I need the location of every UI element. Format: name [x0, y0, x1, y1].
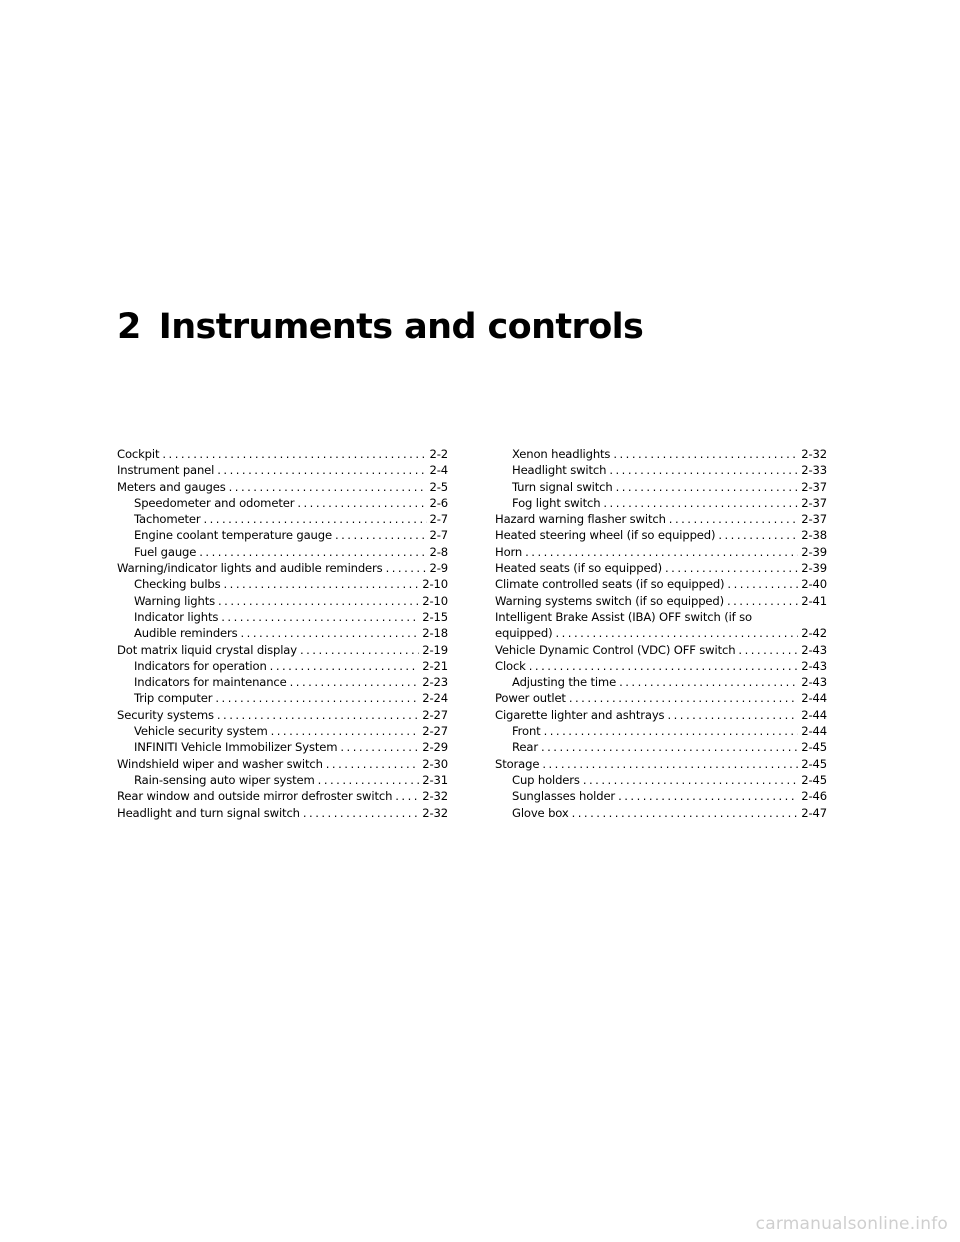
toc-entry[interactable]: [495, 788, 827, 804]
toc-entry-page: 2-7: [429, 512, 448, 527]
toc-entry-label: Speedometer and odometer: [134, 495, 295, 510]
toc-entry-page: 2-27: [422, 707, 448, 722]
toc-dot-leader: [297, 495, 426, 511]
toc-entry-page: 2-2: [429, 447, 448, 461]
toc-entry[interactable]: [117, 723, 448, 739]
toc-dot-leader: [395, 788, 419, 804]
toc-entry-label: Warning systems switch (if so equipped): [495, 593, 724, 608]
toc-entry-label: Headlight and turn signal switch: [117, 805, 300, 820]
toc-right-column: [495, 446, 827, 821]
toc-entry[interactable]: [117, 495, 448, 511]
toc-dot-leader: [544, 723, 799, 739]
toc-entry-label: Tachometer: [134, 512, 201, 527]
toc-dot-leader: [616, 479, 799, 495]
toc-entry[interactable]: [117, 739, 448, 755]
toc-entry[interactable]: [495, 576, 827, 592]
toc-entry-page: 2-10: [422, 593, 448, 608]
toc-entry[interactable]: [117, 772, 448, 788]
toc-dot-leader: [609, 462, 798, 478]
toc-entry[interactable]: [495, 723, 827, 739]
toc-entry-label: Heated seats (if so equipped): [495, 561, 663, 576]
toc-dot-leader: [318, 772, 420, 788]
toc-dot-leader: [217, 462, 426, 478]
toc-entry[interactable]: [117, 674, 448, 690]
toc-entry-page: 2-37: [801, 479, 827, 494]
toc-dot-leader: [583, 772, 798, 788]
toc-entry[interactable]: [495, 479, 827, 495]
toc-entry-page: 2-45: [801, 756, 827, 771]
toc-entry-page: 2-18: [422, 626, 448, 641]
toc-entry-label: Warning/indicator lights and audible reminders: [117, 561, 383, 576]
toc-dot-leader: [162, 446, 426, 462]
toc-entry[interactable]: [117, 805, 448, 821]
toc-entry-page: 2-44: [801, 707, 827, 722]
toc-entry[interactable]: [117, 560, 448, 576]
toc-dot-leader: [221, 609, 419, 625]
toc-dot-leader: [718, 527, 798, 543]
toc-dot-leader: [618, 788, 798, 804]
toc-entry-label: Engine coolant temperature gauge: [134, 528, 332, 543]
toc-entry-label: Security systems: [117, 707, 214, 722]
toc-dot-leader: [241, 625, 420, 641]
toc-entry-page: 2-37: [801, 495, 827, 510]
toc-entry-page: 2-4: [429, 463, 448, 478]
toc-entry-label: Meters and gauges: [117, 479, 226, 494]
toc-entry-label: Indicator lights: [134, 609, 219, 624]
toc-dot-leader: [572, 805, 799, 821]
toc-entry[interactable]: [495, 560, 827, 576]
toc-dot-leader: [326, 756, 420, 772]
toc-entry-page: 2-6: [429, 495, 448, 510]
toc-dot-leader: [613, 446, 798, 462]
toc-dot-leader: [525, 544, 798, 560]
toc-entry-label: Indicators for operation: [134, 658, 267, 673]
toc-entry-label: Rear: [512, 740, 538, 755]
toc-entry-page: 2-43: [801, 642, 827, 657]
toc-entry-label: Sunglasses holder: [512, 789, 616, 804]
toc-entry[interactable]: [495, 772, 827, 788]
toc-entry-label: Storage: [495, 756, 540, 771]
toc-entry-label: Intelligent Brake Assist (IBA) OFF switch (if so: [495, 609, 752, 624]
toc-entry-page: 2-38: [801, 528, 827, 543]
chapter-title-text: Instruments and controls: [158, 307, 644, 347]
toc-entry-label: Fog light switch: [512, 495, 601, 510]
toc-dot-leader: [271, 723, 420, 739]
toc-entry-label: Hazard warning flasher switch: [495, 512, 666, 527]
toc-dot-leader: [217, 707, 419, 723]
toc-entry-page: 2-32: [801, 447, 827, 461]
toc-dot-leader: [555, 625, 798, 641]
toc-entry-page: 2-23: [422, 675, 448, 690]
toc-entry[interactable]: [495, 527, 827, 543]
toc-entry[interactable]: [495, 593, 827, 609]
toc-dot-leader: [229, 479, 427, 495]
toc-entry[interactable]: [117, 593, 448, 609]
toc-entry-label: INFINITI Vehicle Immobilizer System: [134, 740, 338, 755]
toc-dot-leader: [667, 707, 798, 723]
toc-entry-page: 2-44: [801, 724, 827, 739]
toc-entry[interactable]: [117, 707, 448, 723]
toc-entry[interactable]: [117, 479, 448, 495]
toc-entry-page: 2-27: [422, 724, 448, 739]
toc-entry-page: 2-47: [801, 805, 827, 820]
toc-dot-leader: [270, 658, 420, 674]
toc-entry-label: Front: [512, 724, 541, 739]
toc-entry[interactable]: [495, 609, 827, 625]
toc-entry[interactable]: [117, 462, 448, 478]
toc-entry[interactable]: [495, 690, 827, 706]
toc-entry-label: Vehicle Dynamic Control (VDC) OFF switch: [495, 642, 736, 657]
toc-entry-label: Horn: [495, 544, 523, 559]
toc-entry-label: Heated steering wheel (if so equipped): [495, 528, 716, 543]
toc-entry-page: 2-10: [422, 577, 448, 592]
toc-dot-leader: [727, 593, 798, 609]
toc-dot-leader: [603, 495, 798, 511]
toc-entry-page: 2-45: [801, 740, 827, 755]
toc-dot-leader: [727, 576, 798, 592]
toc-entry-page: 2-5: [429, 479, 448, 494]
toc-dot-leader: [215, 690, 419, 706]
toc-entry[interactable]: [117, 544, 448, 560]
toc-entry[interactable]: [495, 674, 827, 690]
toc-entry-page: 2-44: [801, 691, 827, 706]
toc-dot-leader: [619, 674, 798, 690]
toc-left-column: [117, 446, 448, 821]
toc-entry-label: Windshield wiper and washer switch: [117, 756, 323, 771]
toc-entry-page: 2-40: [801, 577, 827, 592]
toc-entry[interactable]: [495, 544, 827, 560]
toc-entry-page: 2-45: [801, 772, 827, 787]
toc-entry-label: Rear window and outside mirror defroster switch: [117, 789, 393, 804]
toc-entry[interactable]: [495, 462, 827, 478]
toc-entry-page: 2-24: [422, 691, 448, 706]
toc-dot-leader: [669, 511, 799, 527]
toc-entry-label: Glove box: [512, 805, 569, 820]
toc-entry-page: 2-8: [429, 544, 448, 559]
toc-entry-page: 2-15: [422, 609, 448, 624]
toc-entry-page: 2-21: [422, 658, 448, 673]
toc-entry-page: 2-46: [801, 789, 827, 804]
toc-entry-label: Power outlet: [495, 691, 566, 706]
toc-entry-page: 2-19: [422, 642, 448, 657]
toc-entry-page: 2-37: [801, 512, 827, 527]
toc-entry-page: 2-39: [801, 561, 827, 576]
toc-entry[interactable]: [495, 495, 827, 511]
toc-dot-leader: [300, 642, 419, 658]
toc-entry[interactable]: [495, 625, 827, 641]
toc-entry-page: 2-43: [801, 658, 827, 673]
toc-entry-label: Audible reminders: [134, 626, 238, 641]
toc-entry[interactable]: [495, 511, 827, 527]
toc-entry[interactable]: [495, 658, 827, 674]
toc-entry-label: Indicators for maintenance: [134, 675, 287, 690]
toc-entry[interactable]: [495, 756, 827, 772]
toc-entry-label: Cockpit: [117, 447, 160, 461]
toc-entry-page: 2-32: [422, 805, 448, 820]
toc-entry-page: 2-7: [429, 528, 448, 543]
toc-dot-leader: [340, 739, 419, 755]
toc-entry[interactable]: [117, 625, 448, 641]
toc-entry-page: 2-33: [801, 463, 827, 478]
toc-entry-page: 2-39: [801, 544, 827, 559]
toc-entry-page: 2-41: [801, 593, 827, 608]
toc-entry-label: Trip computer: [134, 691, 213, 706]
toc-dot-leader: [569, 690, 798, 706]
toc-entry[interactable]: [495, 805, 827, 821]
toc-entry[interactable]: [117, 527, 448, 543]
toc-entry[interactable]: [117, 788, 448, 804]
toc-entry[interactable]: [117, 576, 448, 592]
toc-entry-page: 2-43: [801, 675, 827, 690]
toc-entry-page: 2-31: [422, 772, 448, 787]
toc-entry-label: equipped): [495, 626, 553, 641]
toc-dot-leader: [738, 642, 798, 658]
toc-dot-leader: [386, 560, 427, 576]
toc-entry[interactable]: [495, 739, 827, 755]
toc-entry-label: Xenon headlights: [512, 447, 611, 461]
toc-entry[interactable]: [117, 642, 448, 658]
toc-entry-label: Instrument panel: [117, 463, 215, 478]
toc-entry[interactable]: [117, 658, 448, 674]
toc-entry[interactable]: [117, 609, 448, 625]
toc-dot-leader: [203, 511, 426, 527]
toc-dot-leader: [199, 544, 426, 560]
toc-dot-leader: [542, 756, 798, 772]
toc-entry-label: Rain-sensing auto wiper system: [134, 772, 315, 787]
toc-entry-label: Clock: [495, 658, 526, 673]
toc-entry-page: 2-32: [422, 789, 448, 804]
toc-entry-page: 2-29: [422, 740, 448, 755]
toc-dot-leader: [224, 576, 420, 592]
watermark: carmanualsonline.info: [755, 1214, 948, 1234]
toc-entry[interactable]: [117, 446, 448, 462]
toc-entry-label: Checking bulbs: [134, 577, 221, 592]
toc-entry-label: Adjusting the time: [512, 675, 617, 690]
toc-entry[interactable]: [117, 690, 448, 706]
toc-entry[interactable]: [117, 511, 448, 527]
toc-entry[interactable]: [495, 446, 827, 462]
toc-entry-label: Cup holders: [512, 772, 580, 787]
toc-entry-label: Dot matrix liquid crystal display: [117, 642, 297, 657]
toc-entry-page: 2-42: [801, 626, 827, 641]
toc-entry-label: Fuel gauge: [134, 544, 197, 559]
toc-dot-leader: [541, 739, 798, 755]
toc-entry-label: Climate controlled seats (if so equipped): [495, 577, 725, 592]
toc-dot-leader: [529, 658, 799, 674]
toc-dot-leader: [665, 560, 798, 576]
toc-entry-label: Turn signal switch: [512, 479, 613, 494]
toc-dot-leader: [218, 593, 419, 609]
toc-dot-leader: [335, 527, 427, 543]
toc-entry-label: Warning lights: [134, 593, 215, 608]
chapter-number: 2: [117, 307, 141, 347]
toc-entry-page: 2-9: [429, 561, 448, 576]
toc-entry[interactable]: [117, 756, 448, 772]
toc-dot-leader: [290, 674, 420, 690]
toc-dot-leader: [303, 805, 419, 821]
toc-entry[interactable]: [495, 707, 827, 723]
toc-entry-label: Vehicle security system: [134, 724, 268, 739]
chapter-title: [117, 304, 643, 350]
toc-entry[interactable]: [495, 642, 827, 658]
toc-entry-page: 2-30: [422, 756, 448, 771]
toc-entry-label: Cigarette lighter and ashtrays: [495, 707, 665, 722]
toc-entry-label: Headlight switch: [512, 463, 607, 478]
